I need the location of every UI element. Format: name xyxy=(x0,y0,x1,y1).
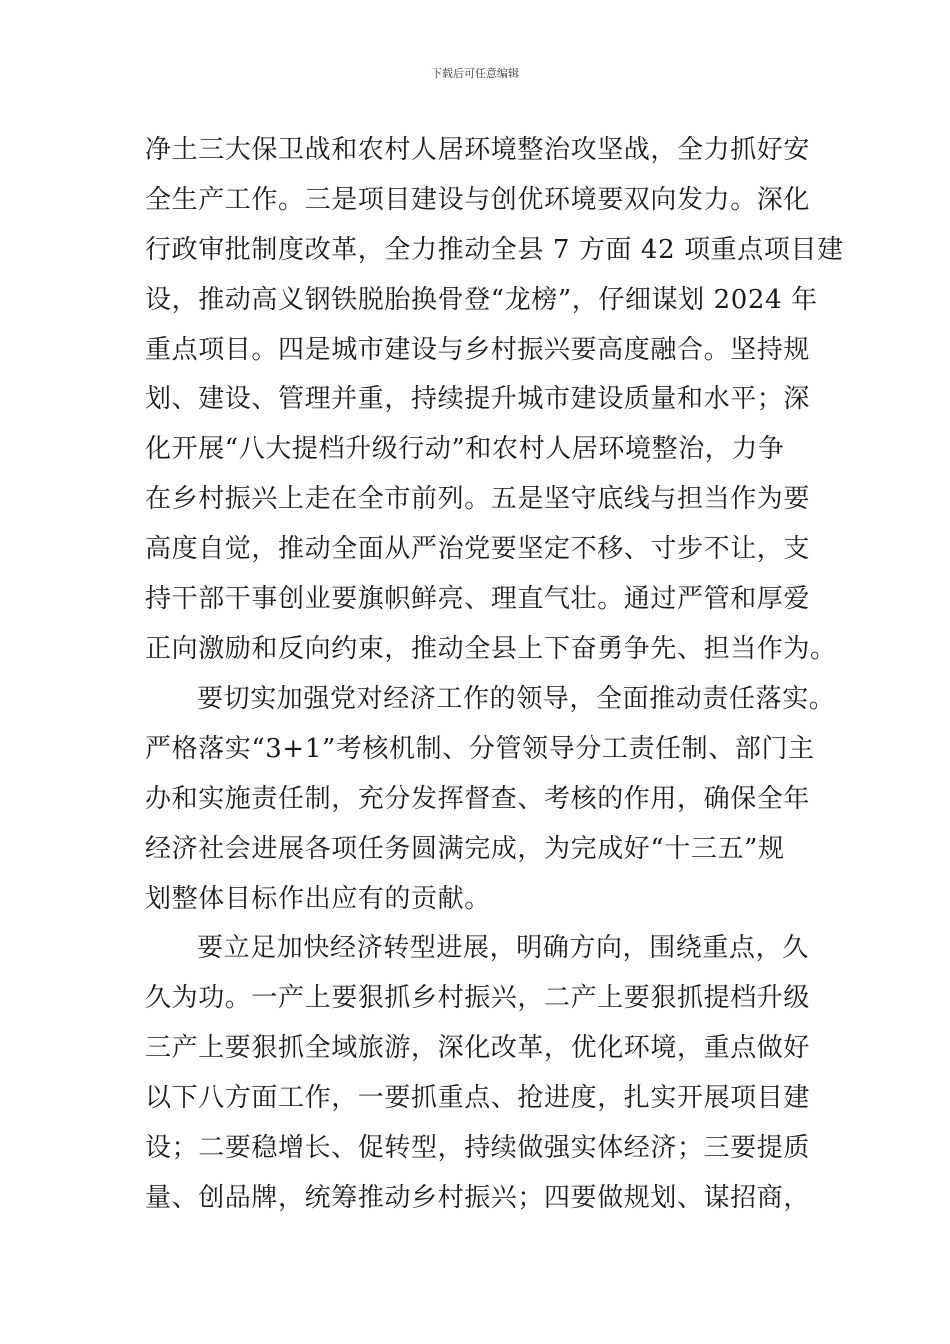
text-line: 重点项目。四是城市建设与乡村振兴要高度融合。坚持规 xyxy=(145,335,811,365)
text-line: 正向激励和反向约束，推动全县上下奋勇争先、担当作为。 xyxy=(145,634,837,664)
text-line: 严格落实“3+1”考核机制、分管领导分工责任制、部门主 xyxy=(145,734,815,764)
text-line: 在乡村振兴上走在全市前列。五是坚守底线与担当作为要 xyxy=(145,484,811,514)
text-line: 久为功。一产上要狠抓乡村振兴，二产上要狠抓提档升级 xyxy=(145,983,811,1013)
text-line: 设，推动高义钢铁脱胎换骨登“龙榜”，仔细谋划 2024 年 xyxy=(145,285,818,315)
text-line: 化开展“八大提档升级行动”和农村人居环境整治，力争 xyxy=(145,434,785,464)
text-line: 量、创品牌，统筹推动乡村振兴；四要做规划、谋招商， xyxy=(145,1183,811,1213)
text-line: 设；二要稳增长、促转型，持续做强实体经济；三要提质 xyxy=(145,1133,811,1163)
text-line: 划整体目标作出应有的贡献。 xyxy=(145,884,491,914)
text-line: 三产上要狠抓全域旅游，深化改革，优化环境，重点做好 xyxy=(145,1033,811,1063)
text-line: 持干部干事创业要旗帜鲜亮、理直气壮。通过严管和厚爱 xyxy=(145,584,811,614)
page-header-note: 下载后可任意编辑 xyxy=(431,67,519,80)
paragraph-first-line: 要切实加强党对经济工作的领导，全面推动责任落实。 xyxy=(197,684,836,714)
text-line: 划、建设、管理并重，持续提升城市建设质量和水平；深 xyxy=(145,384,811,414)
text-line: 行政审批制度改革，全力推动全县 7 方面 42 项重点项目建 xyxy=(145,235,844,265)
text-line: 净土三大保卫战和农村人居环境整治攻坚战，全力抓好安 xyxy=(145,135,811,165)
text-line: 以下八方面工作，一要抓重点、抢进度，扎实开展项目建 xyxy=(145,1083,811,1113)
text-line: 办和实施责任制，充分发挥督查、考核的作用，确保全年 xyxy=(145,784,811,814)
paragraph-first-line: 要立足加快经济转型进展，明确方向，围绕重点，久 xyxy=(197,933,809,963)
text-line: 经济社会进展各项任务圆满完成，为完成好“十三五”规 xyxy=(145,834,785,864)
text-line: 全生产工作。三是项目建设与创优环境要双向发力。深化 xyxy=(145,185,811,215)
text-line: 高度自觉，推动全面从严治党要坚定不移、寸步不让，支 xyxy=(145,534,811,564)
